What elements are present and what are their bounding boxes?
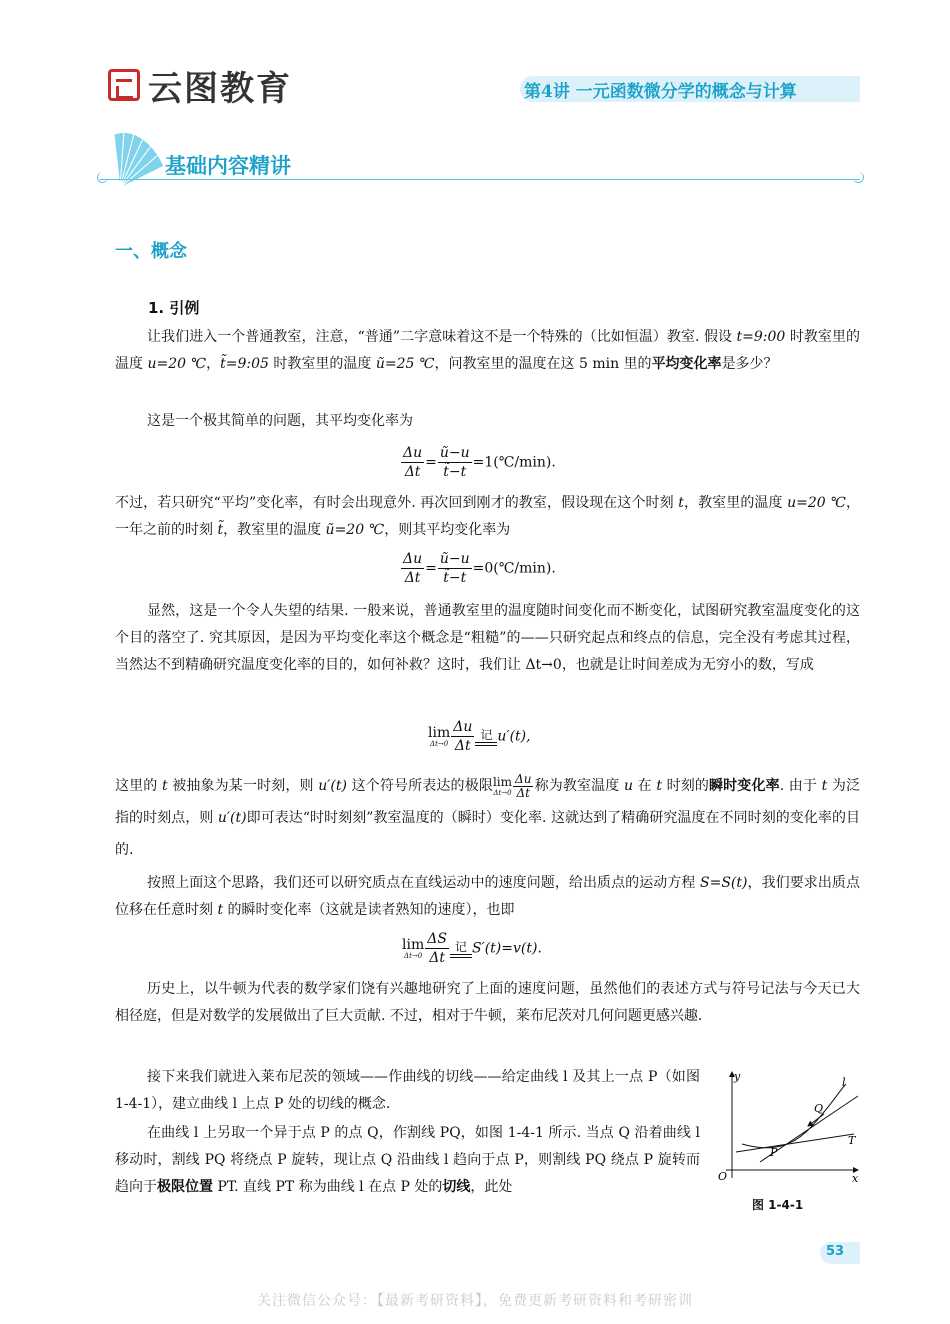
heading-concept: 一、概念 <box>115 241 187 262</box>
figure-caption: 图 1-4-1 <box>752 1198 804 1212</box>
divider-curl-left <box>97 172 108 183</box>
fan-icon <box>112 128 172 190</box>
paragraph-2: 这是一个极其简单的问题，其平均变化率为 <box>147 413 413 429</box>
label-y: y <box>734 1070 741 1083</box>
label-curve-l: l <box>842 1076 846 1089</box>
label-point-p: P <box>770 1146 778 1159</box>
chapter-title: 第4讲 一元函数微分学的概念与计算 <box>524 82 797 102</box>
heading-example: 1. 引例 <box>148 299 200 317</box>
label-point-q: Q <box>814 1102 824 1115</box>
tangent-line-pt <box>736 1134 854 1152</box>
formula-average-rate-2: $\frac{\Delta u}{\Delta t}$ = $\frac{ũ-u}{t̃-t}$ =0(℃/min). <box>403 551 556 586</box>
formula-average-rate-1: $\frac{\Delta u}{\Delta t}$ = $\frac{ũ-u}{t̃-t}$ =1(℃/min). <box>403 445 556 480</box>
section-title: 基础内容精讲 <box>165 154 291 178</box>
label-x: x <box>852 1172 859 1185</box>
paragraph-4: 显然，这是一个令人失望的结果. 一般来说，普通教室里的温度随时间变化而不断变化，试图研究教室温度变化的这个目的落空了. 究其原因，是因为平均变化率这个概念是“粗糙”的——只研究起点和终点的信息，完全没有考虑其过程，当然达不到精确研究温度变化率的目的，如何补救？这时，我们让 Δt→0，也就是让时间差成为无穷小的数，写成 <box>115 603 860 673</box>
footer-note: 关注微信公众号：【最新考研资料】，免费更新考研资料和考研密训 <box>257 1293 693 1309</box>
logo-text: 云图教育 <box>148 68 292 109</box>
paragraph-8: 接下来我们就进入莱布尼茨的领域——作曲线的切线——给定曲线 l 及其上一点 P（如图 1-4-1），建立曲线 l 上点 P 处的切线的概念. <box>115 1069 700 1112</box>
paragraph-9: 在曲线 l 上另取一个异于点 P 的点 Q，作割线 PQ，如图 1-4-1 所示. 当点 Q 沿着曲线 l 移动时，割线 PQ 将绕点 P 旋转，现让点 Q 沿曲线 l 趋向于点 P，则割线 PQ 绕点 P 旋转而趋向于极限位置 PT. 直线 PT 称为曲线 l 在点 P 处的切线，此处 <box>115 1125 700 1195</box>
logo <box>108 66 292 109</box>
divider-curl-right <box>853 172 864 183</box>
curve-l <box>742 1084 846 1148</box>
label-tangent-t: T <box>848 1134 856 1147</box>
formula-instant-rate-temperature: lim Δt→0 $\frac{\Delta u}{\Delta t}$ 记 u′(t), <box>428 719 531 754</box>
paragraph-5: 这里的 t 被抽象为某一时刻，则 u′(t) 这个符号所表达的极限lim Δt→0 $\frac{\Delta u}{\Delta t}$ 称为教室温度 u 在 t 时刻的瞬时变化率. 由于 t 为泛指的时刻点，则 u′(t)即可表达“时时刻刻”教室温度的（瞬时）变化率. 这就达到了精确研究温度在不同时刻的变化率的目的. <box>115 771 861 858</box>
figure-tangent-curve <box>712 1068 862 1188</box>
paragraph-7: 历史上，以牛顿为代表的数学家们饶有兴趣地研究了上面的速度问题，虽然他们的表述方式与符号记法与今天已大相径庭，但是对数学的发展做出了巨大贡献. 不过，相对于牛顿，莱布尼茨对几何问题更感兴趣. <box>115 981 860 1024</box>
paragraph-6: 按照上面这个思路，我们还可以研究质点在直线运动中的速度问题，给出质点的运动方程 S=S(t)，我们要求出质点位移在任意时刻 t 的瞬时变化率（这就是读者熟知的速度），也即 <box>115 875 860 918</box>
label-origin: O <box>718 1170 728 1183</box>
formula-instant-velocity: lim Δt→0 $\frac{\Delta S}{\Delta t}$ 记 S′(t)=v(t). <box>402 931 542 966</box>
page-number: 53 <box>826 1244 845 1259</box>
paragraph-3: 不过，若只研究“平均”变化率，有时会出现意外. 再次回到刚才的教室，假设现在这个时刻 t，教室里的温度 u=20 ℃，一年之前的时刻 t̃，教室里的温度 ũ=20 ℃，则其平均变化率为 <box>115 495 861 538</box>
paragraph-1: 让我们进入一个普通教室，注意，“普通”二字意味着这不是一个特殊的（比如恒温）教室. 假设 t=9:00 时教室里的温度 u=20 ℃，t̃=9:05 时教室里的温度 ũ=25 ℃，问教室里的温度在这 5 min 里的平均变化率是多少？ <box>115 329 860 372</box>
logo-icon <box>108 69 140 101</box>
